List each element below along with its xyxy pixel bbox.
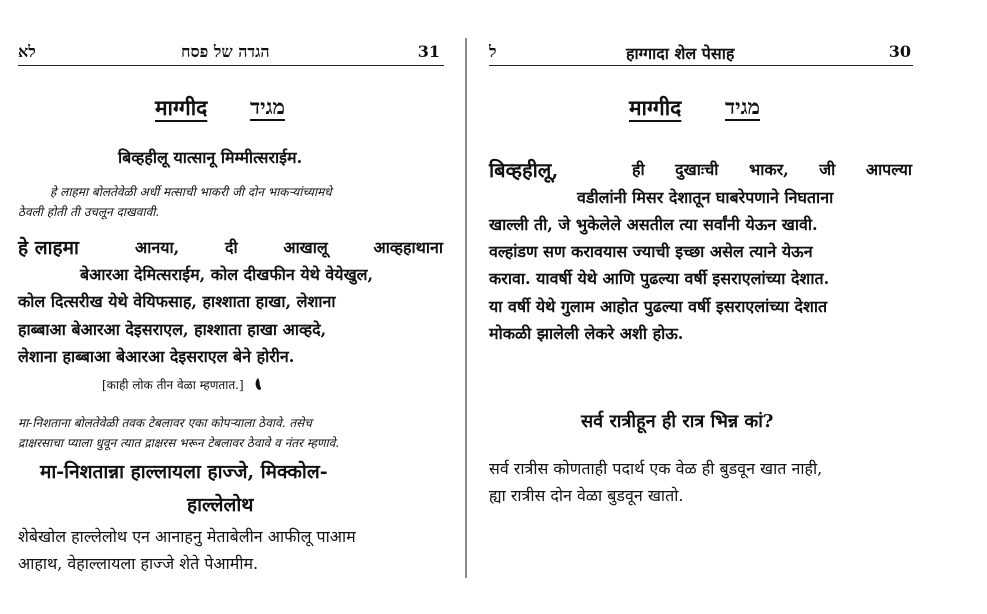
- ha-lachma-line: हाब्बाआ बेआरआ देइसराएल, हाश्शाता हाखा आव्हदे,: [18, 320, 327, 339]
- page-number: 30: [888, 42, 911, 61]
- closing-line-1: शेबेखोल हाल्लेलोथ एन आनाहनु मेताबेलीन आफीलू पाआम: [18, 527, 356, 546]
- opening-line: बिव्हहीलू यात्सानू मिम्मीत्सराईम.: [118, 148, 303, 167]
- section-title: [467, 94, 987, 124]
- instruction-2-line-2: द्राक्षरसाचा प्याला धुवून त्यात द्राक्षरस भरून टेबलावर ठेवावे व नंतर म्हणावे.: [18, 436, 340, 450]
- lead-word: बिव्हहीलू,: [489, 158, 559, 182]
- hebrew-page-letter: ל: [489, 42, 497, 61]
- instruction-1-line-1: हे लाहमा बोलतेवेळी अर्धी मत्साची भाकरी जी दोन भाकऱ्यांच्यामधे: [50, 185, 332, 199]
- hebrew-page-letters: לא: [18, 42, 36, 61]
- paragraph-1-line: करावा. यावर्षी येथे आणि पुढल्या वर्षी इसराएलांच्या देशात.: [489, 269, 830, 288]
- section-title-hebrew: מגיד: [250, 94, 285, 119]
- section-title-marathi: माग्गीद: [155, 95, 208, 120]
- ha-lachma-line: कोल दित्सरीख येथे वेयिफसाह, हाश्शाता हाखा, लेशाना: [18, 292, 336, 311]
- paragraph-2-line-1: सर्व रात्रीस कोणताही पदार्थ एक वेळ ही बुडवून खात नाही,: [489, 459, 823, 478]
- ma-nishtana-heading-line-2: हाल्लेलोथ: [187, 494, 254, 516]
- header-title: हाग्गादा शेल पेसाह: [626, 44, 735, 63]
- page-number: 31: [417, 42, 440, 61]
- ha-lachma-line: लेशाना हाब्बाआ बेआरआ देइसराएल बेने होरीन.: [18, 347, 295, 366]
- paragraph-1-line: खाल्ली ती, जे भुकेलेले असतील त्या सर्वांनी येऊन खावी.: [489, 215, 818, 234]
- paragraph-1-line: या वर्षी येथे गुलाम आहोत पुढल्या वर्षी इसराएलांच्या देशात: [489, 297, 828, 316]
- ha-lachma-lead: हे लाहमा: [18, 237, 79, 259]
- closing-line-2: आहाथ, वेहाल्लायला हाज्जे शेते पेआमीम.: [18, 554, 259, 573]
- section-title-marathi: माग्गीद: [629, 95, 682, 120]
- repeat-note: [102, 376, 263, 393]
- ma-nishtana-heading-line-1: मा-निशतान्ना हाल्लायला हाज्जे, मिक्कोल-: [40, 461, 328, 483]
- instruction-1-line-2: ठेवली होती ती उचलून दाखवावी.: [18, 205, 160, 219]
- question-heading: सर्व रात्रीहून ही रात्र भिन्न कां?: [581, 411, 774, 432]
- paragraph-1-line: मोकळी झालेली लेकरे अशी होऊ.: [489, 324, 684, 343]
- instruction-2-line-1: मा-निशताना बोलतेवेळी तवक टेबलावर एका कोपऱ्याला ठेवावे. तसेच: [18, 416, 312, 430]
- section-title-hebrew: מגיד: [725, 94, 760, 119]
- right-page-header: [489, 40, 913, 66]
- paragraph-2-line-2: ह्या रात्रीस दोन वेळा बुडवून खातो.: [489, 486, 684, 505]
- paragraph-1-line: वडीलांनी मिसर देशातून घाबरेपणाने निघताना: [577, 188, 834, 207]
- right-page: [467, 0, 987, 614]
- ha-lachma-line: आनया, दी आखालू आव्हहाथाना: [135, 238, 443, 257]
- section-title: [0, 94, 465, 124]
- left-page-header: [18, 40, 444, 66]
- left-page: [0, 0, 465, 614]
- paragraph-1-line: ही दुखाःची भाकर, जी आपल्या: [632, 160, 912, 179]
- paragraph-1-line: वल्हांडण सण करावयास ज्याची इच्छा असेल त्याने येऊन: [489, 242, 813, 261]
- ha-lachma-line: बेआरआ देमित्सराईम, कोल दीखफीन येथे वेयेखुल,: [80, 265, 374, 284]
- pointing-hand-icon: [253, 377, 263, 391]
- header-title: הגדה של פסח: [181, 42, 270, 61]
- repeat-note-text: [काही लोक तीन वेळा म्हणतात.]: [102, 378, 244, 392]
